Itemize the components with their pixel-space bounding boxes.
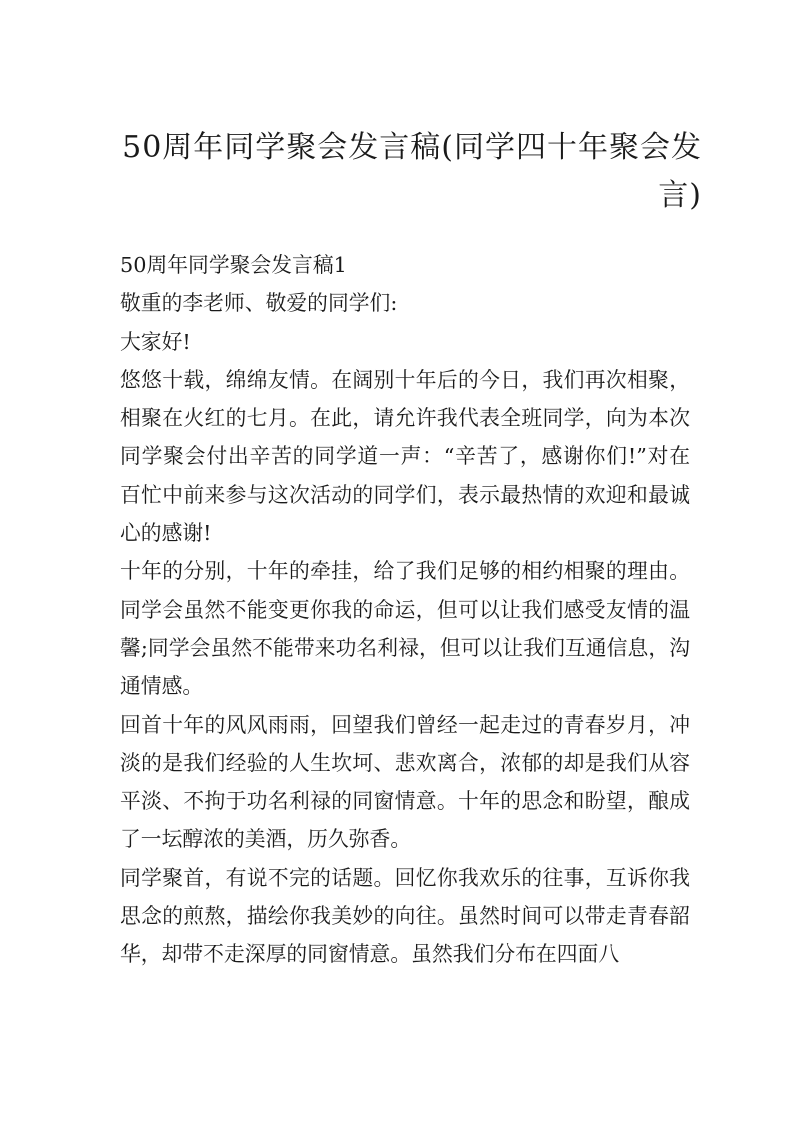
- body-paragraph: 回首十年的风风雨雨，回望我们曾经一起走过的青春岁月，冲淡的是我们经验的人生坎坷、悲欢离合，浓郁的却是我们从容平淡、不拘于功名利禄的同窗情意。十年的思念和盼望，酿成了一坛醇浓的美酒，历久弥香。: [120, 712, 690, 852]
- salutation: 敬重的李老师、敬爱的同学们:: [120, 291, 398, 316]
- document-title: 50周年同学聚会发言稿(同学四十年聚会发言): [122, 130, 702, 213]
- body-paragraph: 十年的分别，十年的牵挂，给了我们足够的相约相聚的理由。同学会虽然不能变更你我的命运，但可以让我们感受友情的温馨;同学会虽然不能带来功名利禄，但可以让我们互通信息，沟通情感。: [120, 559, 690, 699]
- section-subtitle: 50周年同学聚会发言稿1: [120, 253, 347, 277]
- body-paragraph: 悠悠十载，绵绵友情。在阔别十年后的今日，我们再次相聚，相聚在火红的七月。在此，请允许我代表全班同学，向为本次同学聚会付出辛苦的同学道一声：“辛苦了，感谢你们!”对在百忙中前来参与这次活动的同学们，表示最热情的欢迎和最诚心的感谢!: [120, 367, 690, 546]
- greeting: 大家好!: [120, 329, 191, 354]
- document-body: [120, 246, 690, 974]
- body-paragraph: 同学聚首，有说不完的话题。回忆你我欢乐的往事，互诉你我思念的煎熬，描绘你我美妙的向往。虽然时间可以带走青春韶华，却带不走深厚的同窗情意。虽然我们分布在四面八: [120, 865, 690, 967]
